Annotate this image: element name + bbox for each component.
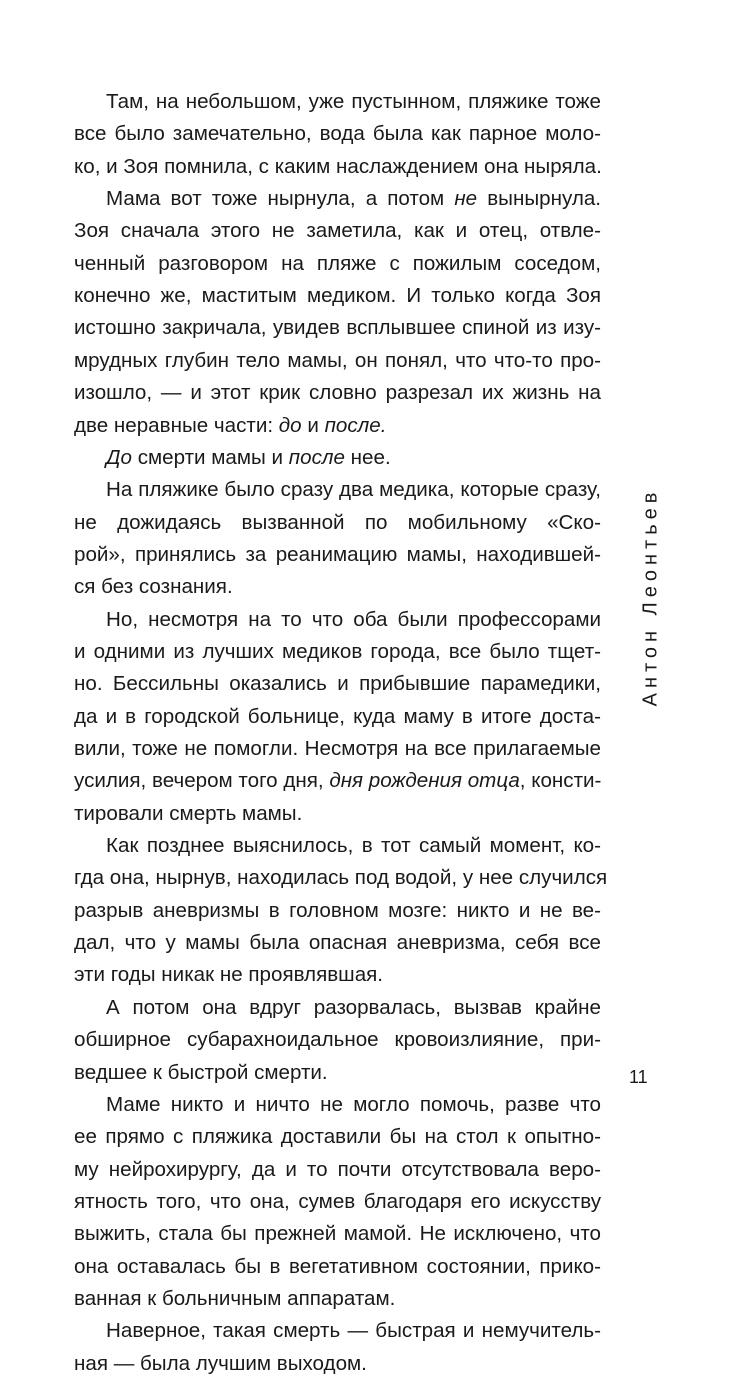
text-line: [106, 992, 601, 1024]
text-line: [74, 636, 601, 668]
text-span: вили, тоже не помогли. Несмотря на все прилагаемые: [74, 737, 601, 760]
text-span: смерти мамы и: [131, 445, 289, 469]
text-span: Там, на небольшом, уже пустынном, пляжике тоже: [106, 90, 601, 113]
text-span: истошно закричала, увидев всплывшее спиной из изу-: [74, 316, 601, 340]
italic-text: после.: [324, 413, 387, 437]
text-span: и одними из лучших медиков города, все было тщет-: [74, 639, 601, 663]
page-number: 11: [629, 1067, 648, 1087]
text-line: [106, 830, 601, 862]
text-span: гда она, нырнув, находилась под водой, у нее случился: [74, 866, 608, 890]
text-line: [74, 1154, 601, 1186]
text-line: [74, 118, 601, 150]
text-line: [74, 280, 601, 312]
text-span: На пляжике было сразу два медика, которые сразу,: [106, 478, 601, 502]
text-span: Как позднее выяснилось, в тот самый момент, ко-: [106, 834, 601, 858]
text-span: ная — была лучшим выходом.: [74, 1351, 367, 1375]
text-line: [74, 507, 601, 539]
text-line: [74, 895, 601, 927]
text-span: усилия, вечером того дня,: [74, 769, 330, 793]
text-line: [74, 1348, 601, 1380]
text-line: [74, 1186, 601, 1218]
text-span: , консти-: [519, 769, 602, 793]
text-line: [74, 312, 601, 344]
text-span: и: [301, 413, 325, 437]
text-span: А потом она вдруг разорвалась, вызвав крайне: [106, 995, 601, 1019]
text-span: вынырнула.: [477, 187, 602, 211]
text-line: [106, 86, 601, 118]
text-line: [74, 862, 608, 894]
text-span: Маме никто и ничто не могло помочь, разве что: [106, 1092, 601, 1116]
italic-text: после: [288, 445, 345, 469]
text-span: разрыв аневризмы в головном мозге: никто и не ве-: [74, 898, 601, 922]
text-line: [74, 539, 601, 571]
italic-text: до: [278, 413, 302, 437]
italic-text: не: [454, 187, 478, 211]
text-span: Зоя сначала этого не заметила, как и отец, отвле-: [74, 219, 601, 243]
text-line: [74, 733, 601, 765]
text-span: ся без сознания.: [74, 575, 233, 599]
text-line: [74, 1057, 601, 1089]
text-span: ванная к больничным аппаратам.: [74, 1286, 396, 1310]
text-span: обширное субарахноидальное кровоизлияние, при-: [74, 1028, 601, 1052]
text-span: конечно же, маститым медиком. И только когда Зоя: [74, 284, 601, 308]
text-line: [74, 215, 601, 247]
italic-text: До: [106, 445, 132, 469]
text-line: [74, 765, 601, 797]
text-line: [74, 1283, 601, 1315]
text-line: [74, 1024, 601, 1056]
text-line: [74, 571, 601, 603]
text-span: Но, несмотря на то что оба были профессорами: [106, 607, 601, 631]
text-span: все было замечательно, вода была как парное моло-: [74, 122, 601, 146]
text-line: [74, 1251, 601, 1283]
text-span: не дожидаясь вызванной по мобильному «Ско-: [74, 510, 601, 534]
text-line: [74, 668, 601, 700]
text-line: [106, 474, 601, 506]
text-span: дал, что у мамы была опасная аневризма, себя все: [74, 931, 601, 955]
text-line: [74, 1121, 601, 1153]
text-span: да и в городской больнице, куда маму в итоге доста-: [74, 704, 601, 728]
text-span: выжить, стала бы прежней мамой. Не исключено, что: [74, 1222, 601, 1246]
text-span: ченный разговором на пляже с пожилым соседом,: [74, 251, 601, 275]
text-span: но. Бессильны оказались и прибывшие парамедики,: [74, 672, 601, 696]
text-span: ко, и Зоя помнила, с каким наслаждением она ныряла.: [74, 154, 602, 178]
italic-text: дня рождения отца: [329, 769, 520, 793]
text-span: она оставалась бы в вегетативном состоянии, прико-: [74, 1254, 601, 1278]
text-span: изошло, — и этот крик словно разрезал их жизнь на: [74, 381, 601, 405]
text-line: [74, 701, 601, 733]
text-span: Мама вот тоже нырнула, а потом: [106, 187, 455, 211]
text-span: ведшее к быстрой смерти.: [74, 1060, 328, 1084]
text-line: [74, 248, 601, 280]
text-line: [74, 1218, 601, 1250]
running-head-author: Антон Леонтьев: [639, 487, 662, 707]
text-span: тировали смерть мамы.: [74, 801, 303, 825]
text-span: мрудных глубин тело мамы, он понял, что что-то про-: [74, 348, 601, 372]
text-span: му нейрохирургу, да и то почти отсутствовала веро-: [74, 1157, 601, 1181]
text-span: ее прямо с пляжика доставили бы на стол к опытно-: [74, 1125, 601, 1149]
text-line: [74, 798, 601, 830]
text-line: [74, 410, 601, 442]
text-line: [106, 183, 601, 215]
text-span: две неравные части:: [74, 413, 279, 437]
text-line: [106, 1089, 601, 1121]
text-line: [74, 377, 601, 409]
text-span: ятность того, что она, сумев благодаря его искусству: [74, 1189, 601, 1213]
text-span: рой», принялись за реанимацию мамы, находившей-: [74, 542, 601, 566]
text-span: нее.: [344, 445, 391, 469]
text-line: [74, 927, 601, 959]
text-line: [106, 604, 601, 636]
text-line: [74, 345, 601, 377]
text-span: эти годы никак не проявлявшая.: [74, 963, 384, 987]
text-span: Наверное, такая смерть — быстрая и немучитель-: [106, 1319, 601, 1343]
text-line: [106, 442, 601, 474]
text-line: [74, 959, 601, 991]
text-line: [74, 151, 601, 183]
text-line: [106, 1315, 601, 1347]
